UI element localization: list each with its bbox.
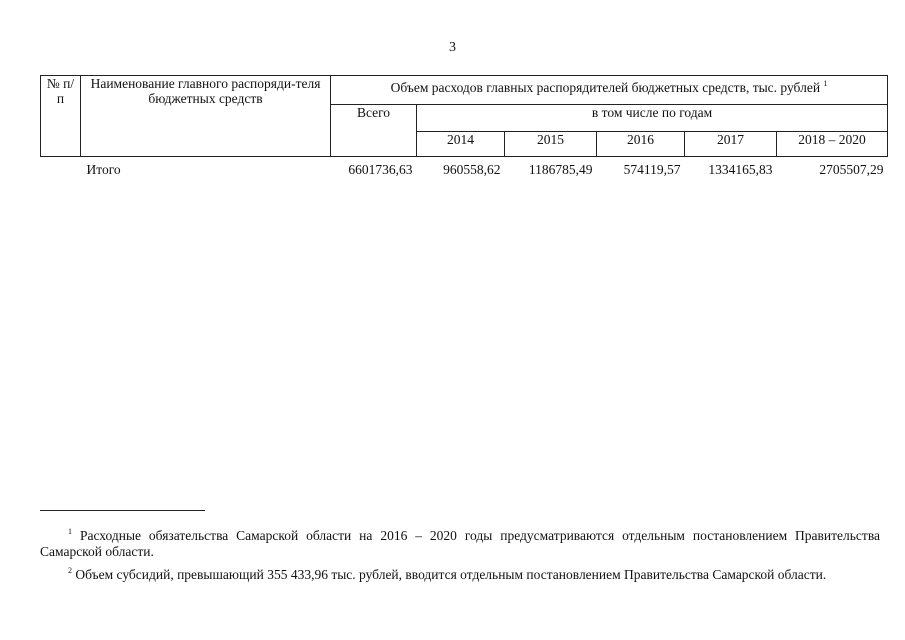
- footnote-1: [40, 524, 880, 560]
- footnote-mark: 2: [68, 566, 72, 575]
- header-year: 2018 – 2020: [777, 132, 888, 157]
- header-num: № п/п: [41, 76, 81, 157]
- header-year: 2015: [505, 132, 597, 157]
- header-year: 2014: [417, 132, 505, 157]
- header-by-years: в том числе по годам: [417, 105, 888, 132]
- header-volume: [331, 76, 888, 105]
- footnote-text: Расходные обязательства Самарской области на 2016 – 2020 годы предусматриваются отдельным постановлением Правительства Самарской области.: [40, 528, 881, 559]
- budget-table: [40, 75, 888, 183]
- year-value: 2705507,29: [819, 162, 884, 177]
- year-value: 574119,57: [623, 162, 681, 177]
- year-value: 960558,62: [443, 162, 501, 177]
- footnote-mark: 1: [68, 527, 72, 536]
- row-num-cell: [41, 157, 81, 184]
- footnotes: [40, 524, 880, 586]
- header-total: Всего: [331, 105, 417, 157]
- total-value: 6601736,63: [348, 162, 413, 177]
- footnote-divider: [40, 510, 205, 511]
- page-number: 3: [449, 40, 456, 55]
- header-year: 2017: [685, 132, 777, 157]
- year-value: 1334165,83: [708, 162, 773, 177]
- table-row-total: [41, 157, 888, 184]
- footnote-2: [40, 563, 880, 583]
- header-volume-text: Объем расходов главных распорядителей бюджетных средств, тыс. рублей: [390, 80, 821, 95]
- header-year: 2016: [597, 132, 685, 157]
- header-name: Наименование главного распоряди-теля бюджетных средств: [81, 76, 331, 157]
- footnote-text: Объем субсидий, превышающий 355 433,96 тыс. рублей, вводится отдельным постановлением Правительства Самарской области.: [75, 567, 827, 582]
- footnote-ref-1: 1: [823, 79, 828, 88]
- row-label: Итого: [86, 162, 121, 177]
- year-value: 1186785,49: [528, 162, 593, 177]
